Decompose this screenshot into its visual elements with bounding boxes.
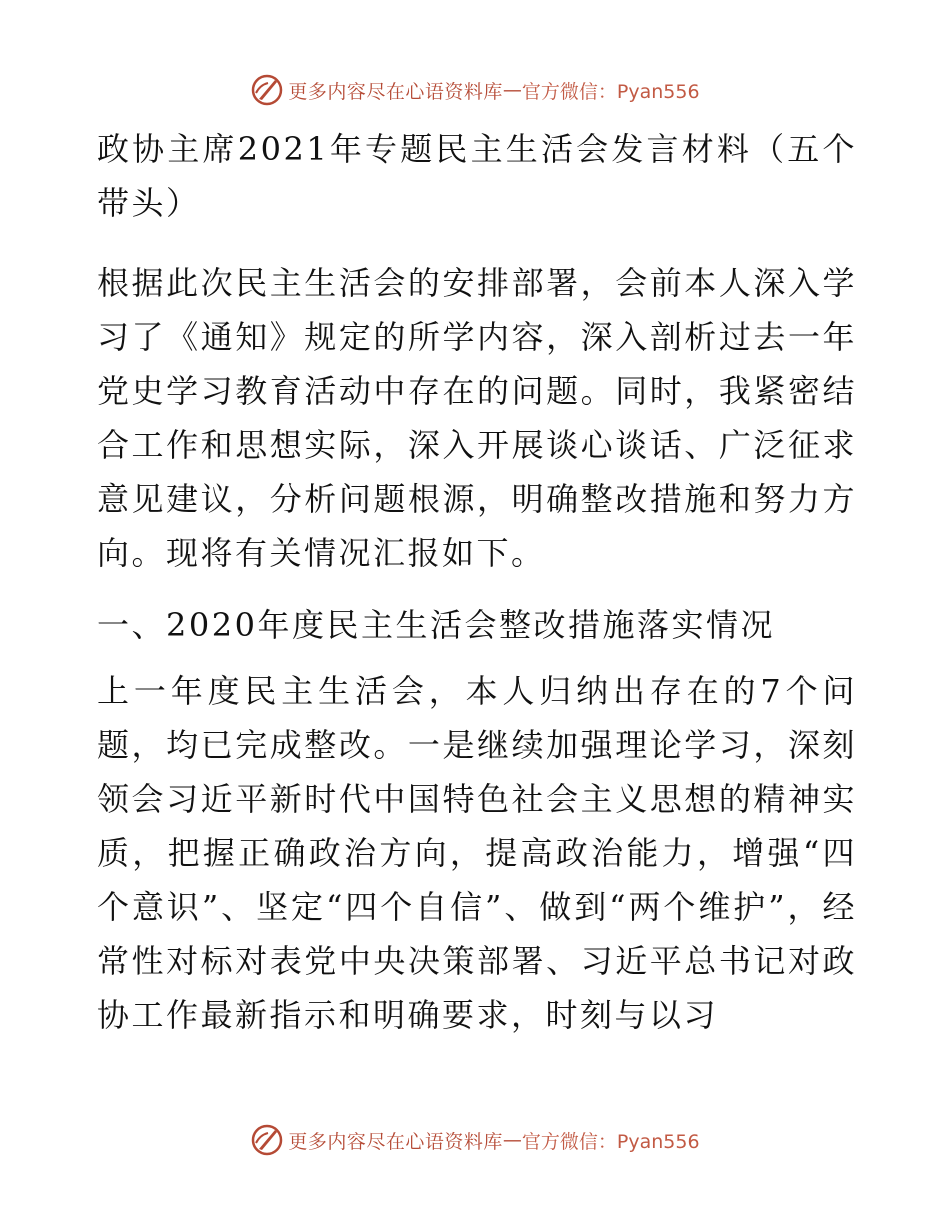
document-body <box>97 122 857 1060</box>
quill-circle-icon <box>250 1123 284 1157</box>
watermark-banner-bottom <box>0 1120 950 1160</box>
watermark-site-text: 更多内容尽在心语资料库 <box>288 80 503 103</box>
watermark-site-text: 更多内容尽在心语资料库 <box>288 1130 503 1153</box>
section-heading: 一、2020年度民主生活会整改措施落实情况 <box>97 606 775 644</box>
watermark-banner-top <box>0 70 950 110</box>
intro-paragraph: 根据此次民主生活会的安排部署，会前本人深入学习了《通知》规定的所学内容，深入剖析过去一年党史学习教育活动中存在的问题。同时，我紧密结合工作和思想实际，深入开展谈心谈话、广泛征求意见建议，分析问题根源，明确整改措施和努力方向。现将有关情况汇报如下。 <box>97 264 857 572</box>
watermark-separator: — <box>502 1129 522 1151</box>
watermark-account-text: 官方微信：Pyan556 <box>521 80 700 103</box>
section-paragraph: 上一年度民主生活会，本人归纳出存在的7个问题，均已完成整改。一是继续加强理论学习，深刻领会习近平新时代中国特色社会主义思想的精神实质，把握正确政治方向，提高政治能力，增强“四个意识”、坚定“四个自信”、做到“两个维护”，经常性对标对表党中央决策部署、习近平总书记对政协工作最新指示和明确要求，时刻与以习 <box>97 672 857 1034</box>
watermark-separator: — <box>502 79 522 101</box>
quill-circle-icon <box>250 73 284 107</box>
document-title: 政协主席2021年专题民主生活会发言材料（五个带头） <box>97 130 857 222</box>
watermark-account-text: 官方微信：Pyan556 <box>521 1130 700 1153</box>
